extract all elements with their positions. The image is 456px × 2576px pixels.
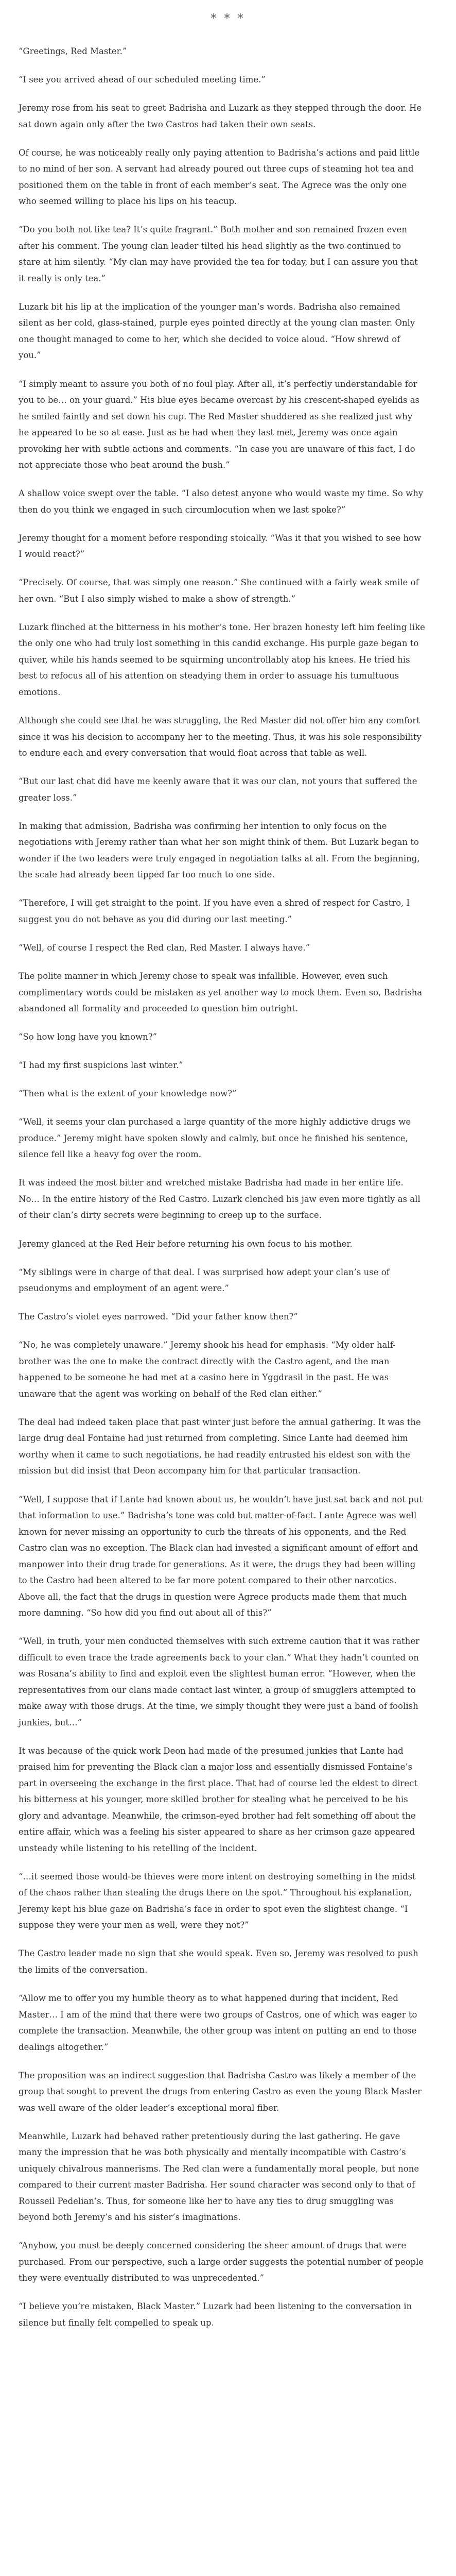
paragraph: The Castro leader made no sign that she would speak. Even so, Jeremy was resolved to push the limits of the conversation. <box>19 1948 418 1975</box>
paragraph: “Do you both not like tea? It’s quite fragrant.” Both mother and son remained frozen even after his comment. The young clan leader tilted his head slightly as the two continued to stare at him silently. “My clan may have provided the tea for today, but I can assure you that it really is only tea.” <box>19 225 418 283</box>
paragraph: “Well, of course I respect the Red clan, Red Master. I always have.” <box>19 942 310 953</box>
paragraph: “Greetings, Red Master.” <box>19 46 127 56</box>
paragraph: “I simply meant to assure you both of no foul play. After all, it’s perfectly understandable for you to be… on your guard.” His blue eyes became overcast by his crescent-shaped eyelids as he smiled faintly and set down his cup. The Red Master shuddered as she realized just why he appeared to be so at ease. Just as he had when they last met, Jeremy was once again provoking her with subtle actions and comments. “In case you are unaware of this fact, I do not appreciate those who beat around the bush.” <box>19 379 420 470</box>
paragraph: A shallow voice swept over the table. “I also detest anyone who would waste my time. So why then do you think we engaged in such circumlocution when we last spoke?” <box>19 488 424 515</box>
paragraph: It was because of the quick work Deon had made of the presumed junkies that Lante had praised him for preventing the Black clan a major loss and essentially dismissed Fontaine’s part in overseeing the exchange in the first place. That had of course led the eldest to direct his bitterness at his younger, more skilled brother for stealing what he perceived to be his glory and advantage. Meanwhile, the crimson-eyed brother had felt something off about the entire affair, which was a feeling his sister appeared to share as her crimson gaze appeared unsteady while listening to his retelling of the incident. <box>19 1745 418 1853</box>
paragraph: “Then what is the extent of your knowledge now?” <box>19 1089 237 1099</box>
paragraph: It was indeed the most bitter and wretched mistake Badrisha had made in her entire life. No… In the entire history of the Red Castro. Luzark clenched his jaw even more tightly as all of their clan’s dirty secrets were beginning to creep up to the surface. <box>19 1178 420 1221</box>
paragraph: Of course, he was noticeably really only paying attention to Badrisha’s actions and paid little to no mind of her son. A servant had already poured out three cups of steaming hot tea and positioned them on the table in front of each member’s seat. The Agrece was the only one who seemed willing to place his lips on his teacup. <box>19 147 420 207</box>
paragraph: “Well, I suppose that if Lante had known about us, he wouldn’t have just sat back and not put that information to use.” Badrisha’s tone was cold but matter-of-fact. Lante Agrece was well known for never missing an opportunity to curb the threats of his opponents, and the Red Castro clan was no exception. The Black clan had invested a significant amount of effort and manpower into their drug trade for generations. As it were, the drugs they had been willing to the Castro had been altered to be far more potent compared to their other narcotics. Above all, the fact that the drugs in question were Agrece products made them that much more damning. “So how did you find out about all of this?” <box>19 1494 423 1618</box>
paragraph: “Allow me to offer you my humble theory as to what happened during that incident, Red Master… I am of the mind that there were two groups of Castros, one of which was eager to complete the transaction. Meanwhile, the other group was intent on putting an end to those dealings altogether.” <box>19 1993 417 2052</box>
paragraph: Luzark flinched at the bitterness in his mother’s tone. Her brazen honesty left him feeling like the only one who had truly lost something in this candid exchange. His purple gaze began to quiver, while his hands seemed to be squirming uncontrollably atop his knees. He tried his best to refocus all of his attention on steadying them in order to assuage his tumultuous emotions. <box>19 622 425 697</box>
paragraph: “I see you arrived ahead of our scheduled meeting time.” <box>19 75 266 85</box>
paragraph: The deal had indeed taken place that past winter just before the annual gathering. It was the large drug deal Fontaine had just returned from completing. Since Lante had deemed him worthy when it came to such negotiations, he had readily entrusted his eldest son with the mission but did insist that Deon accompany him for that particular transaction. <box>19 1417 421 1476</box>
paragraph: “My siblings were in charge of that deal. I was surprised how adept your clan’s use of pseudonyms and employment of an agent were.” <box>19 1267 390 1294</box>
paragraph: “I had my first suspicions last winter.” <box>19 1060 183 1071</box>
paragraph: “So how long have you known?” <box>19 1032 157 1042</box>
paragraph: “Therefore, I will get straight to the point. If you have even a shred of respect for Castro, I suggest you do not behave as you did during our last meeting.” <box>19 898 410 924</box>
paragraph: “Anyhow, you must be deeply concerned considering the sheer amount of drugs that were purchased. From our perspective, such a large order suggests the potential number of people they were eventually distributed to was unprecedented.” <box>19 2241 424 2283</box>
paragraph: “…it seemed those would-be thieves were more intent on destroying something in the midst of the chaos rather than stealing the drugs there on the spot.” Throughout his explanation, Jeremy kept his blue gaze on Badrisha’s face in order to spot even the slightest change. “I suppose they were your men as well, were they not?” <box>19 1871 416 1930</box>
paragraph: “But our last chat did have me keenly aware that it was our clan, not yours that suffered the greater loss.” <box>19 776 417 803</box>
paragraph: The polite manner in which Jeremy chose to speak was infallible. However, even such complimentary words could be mistaken as yet another way to mock them. Even so, Badrisha abandoned all formality and proceeded to question him outright. <box>19 971 423 1013</box>
paragraph: “I believe you’re mistaken, Black Master.” Luzark had been listening to the conversation in silence but finally felt compelled to speak up. <box>19 2301 412 2328</box>
paragraph: Jeremy rose from his seat to greet Badrisha and Luzark as they stepped through the door. He sat down again only after the two Castros had taken their own seats. <box>19 103 422 129</box>
paragraph: Luzark bit his lip at the implication of the younger man’s words. Badrisha also remained silent as her cold, glass-stained, purple eyes pointed directly at the young clan master. Only one thought managed to come to her, which she decided to voice aloud. “How shrewd of you.” <box>19 301 415 361</box>
story-text <box>19 43 425 2576</box>
paragraph: Meanwhile, Luzark had behaved rather pretentiously during the last gathering. He gave many the impression that he was both physically and mentally incompatible with Castro’s uniquely chivalrous mannerisms. The Red clan were a fundamentally moral people, but none compared to their current master Badrisha. Her sound character was second only to that of Rousseil Pedelian’s. Thus, for someone like her to have any ties to drug smuggling was beyond both Jeremy’s and his sister’s imaginations. <box>19 2131 419 2223</box>
paragraph: Jeremy glanced at the Red Heir before returning his own focus to his mother. <box>19 1239 353 1249</box>
paragraph: Jeremy thought for a moment before responding stoically. “Was it that you wished to see how I would react?” <box>19 533 422 560</box>
paragraph: “Well, it seems your clan purchased a large quantity of the more highly addictive drugs we produce.” Jeremy might have spoken slowly and calmly, but once he finished his sentence, silence fell like a heavy fog over the room. <box>19 1117 411 1160</box>
paragraph: “Well, in truth, your men conducted themselves with such extreme caution that it was rather difficult to even trace the trade agreements back to your clan.” What they hadn’t counted on was Rosana’s ability to find and exploit even the slightest human error. “However, when the representatives from our clans made contact last winter, a group of smugglers attempted to make away with those drugs. At the time, we simply thought they were just a band of foolish junkies, but…” <box>19 1636 420 1727</box>
section-separator: * * * <box>211 12 245 25</box>
paragraph: The proposition was an indirect suggestion that Badrisha Castro was likely a member of the group that sought to prevent the drugs from entering Castro as even the young Black Master was well aware of the older leader’s exceptional moral fiber. <box>19 2070 422 2113</box>
paragraph: “Precisely. Of course, that was simply one reason.” She continued with a fairly weak smile of her own. “But I also simply wished to make a show of strength.” <box>19 578 419 604</box>
paragraph: “No, he was completely unaware.” Jeremy shook his head for emphasis. “My older half-brother was the one to make the contract directly with the Castro agent, and the man happened to be someone he had met at a casino here in Yggdrasil in the past. He was unaware that the agent was working on behalf of the Red clan either.” <box>19 1340 396 1399</box>
paragraph: The Castro’s violet eyes narrowed. “Did your father know then?” <box>19 1312 298 1322</box>
paragraph: In making that admission, Badrisha was confirming her intention to only focus on the negotiations with Jeremy rather than what her son might think of them. But Luzark began to wonder if the two leaders were truly engaged in negotiation talks at all. From the beginning, the scale had already been tipped far too much to one side. <box>19 821 420 880</box>
paragraph: Although she could see that he was struggling, the Red Master did not offer him any comfort since it was his decision to accompany her to the meeting. Thus, it was his sole responsibility to endure each and every conversation that would float across that table as well. <box>19 716 422 758</box>
